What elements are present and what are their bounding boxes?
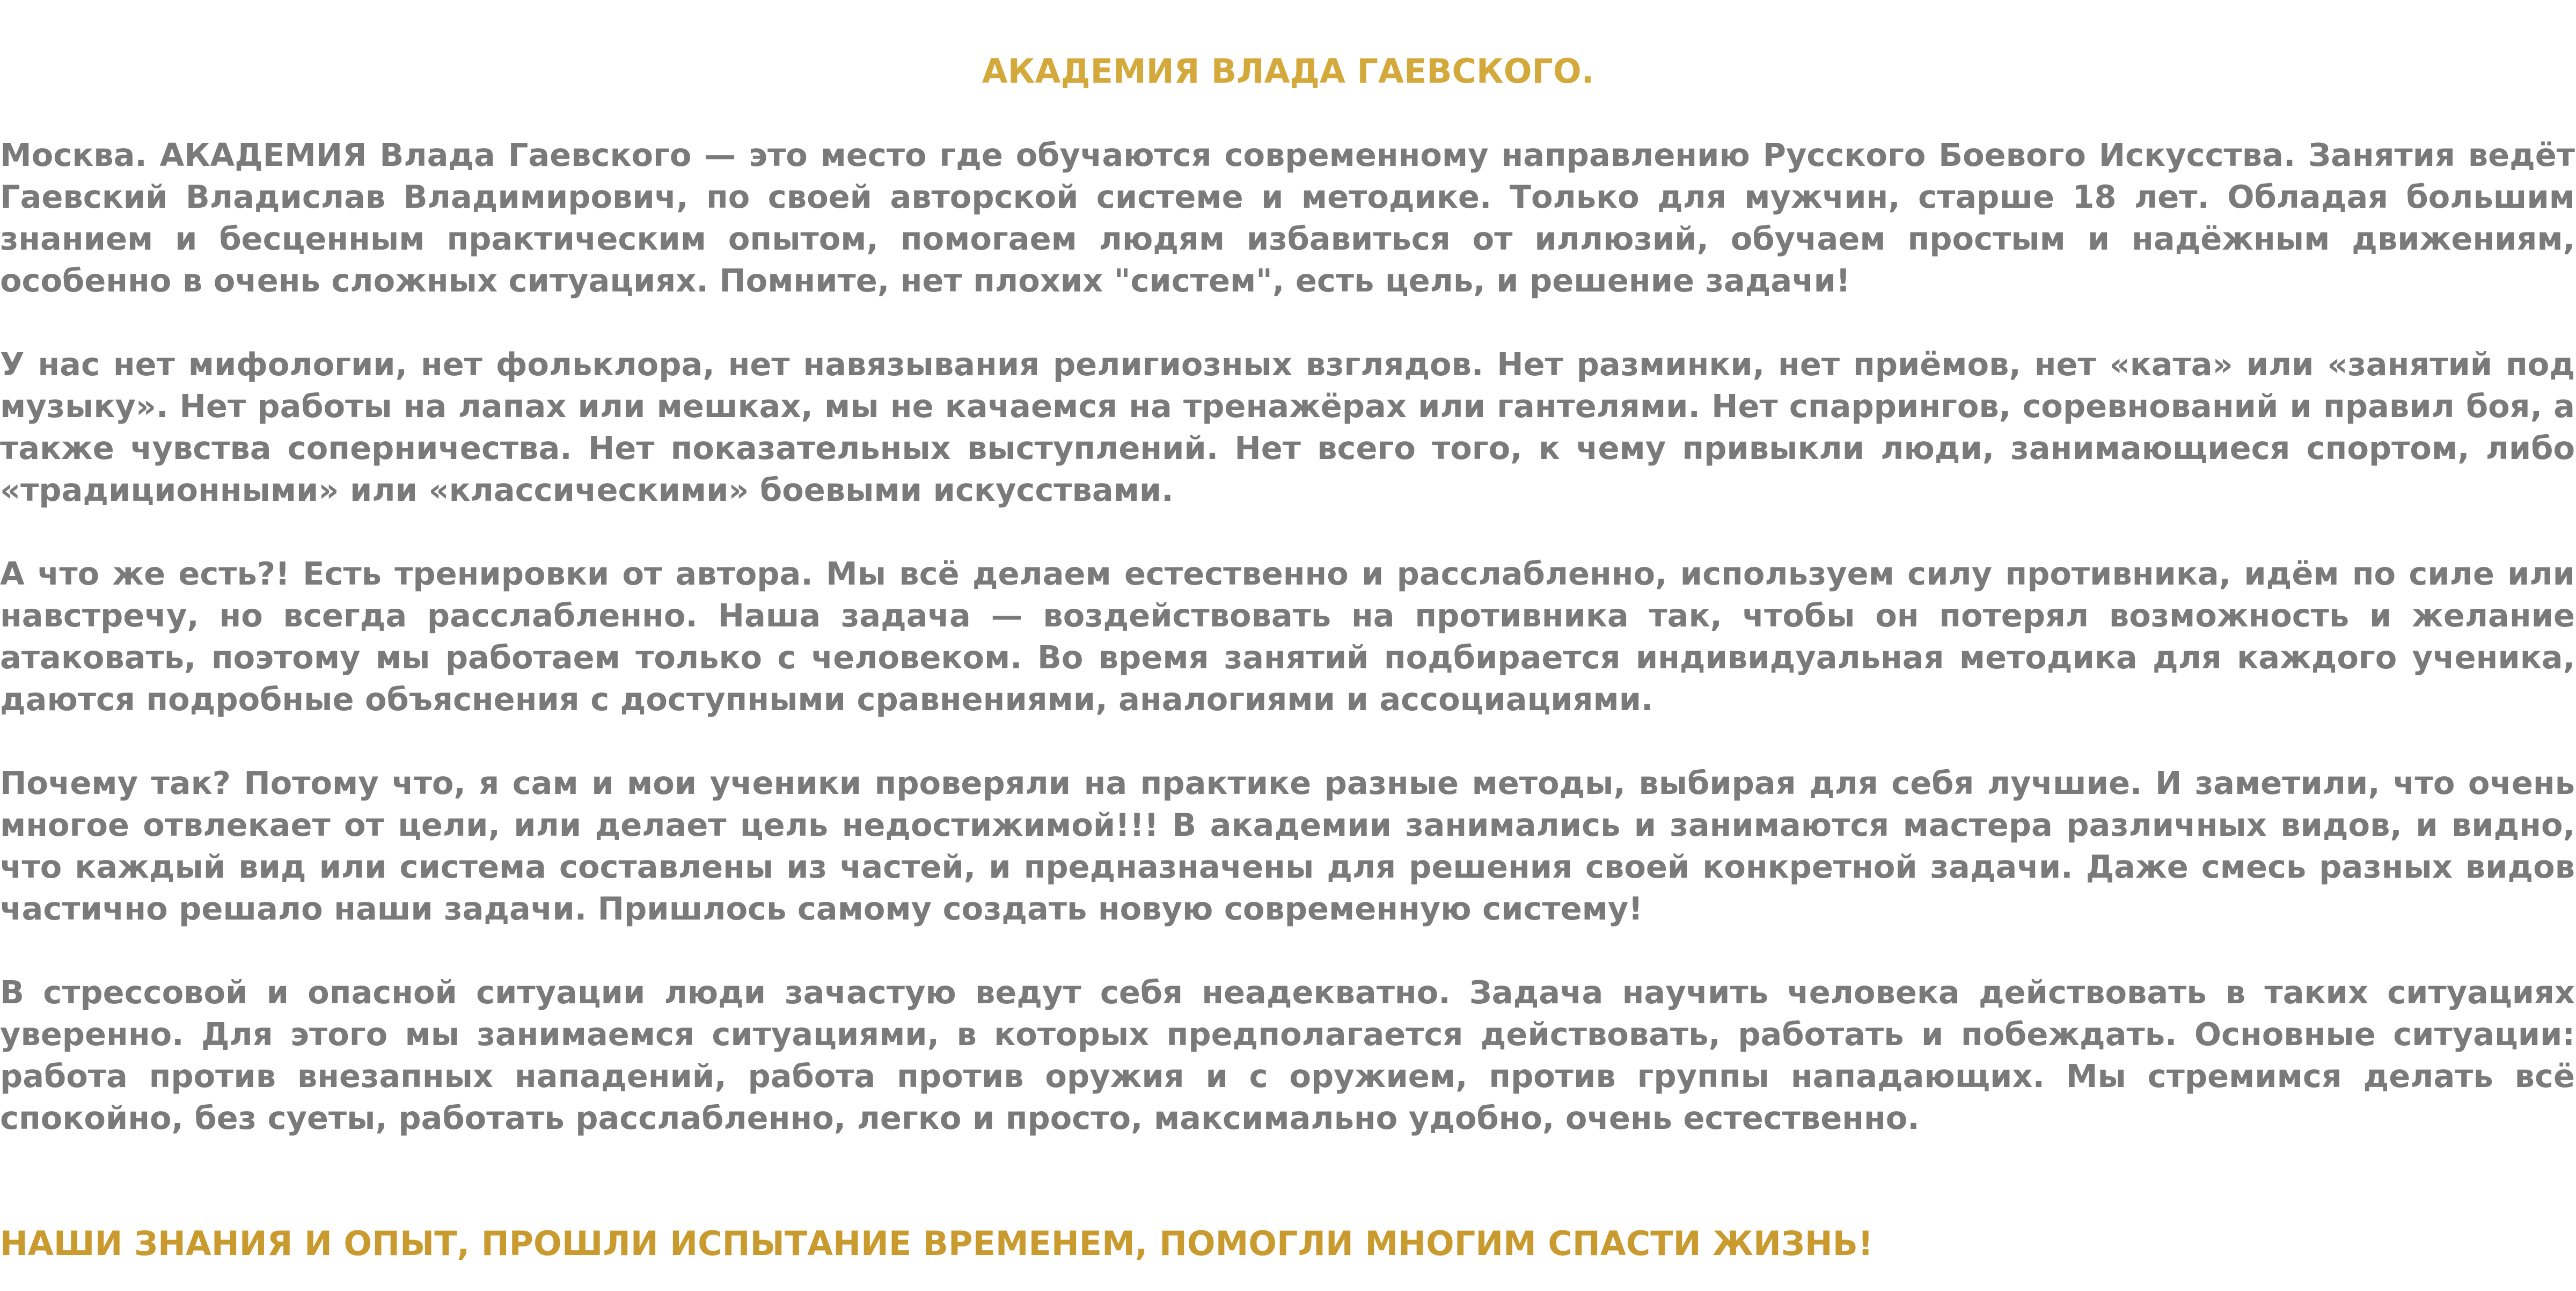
page-title: АКАДЕМИЯ ВЛАДА ГАЕВСКОГО. bbox=[982, 52, 1594, 91]
paragraph-why: Почему так? Потому что, я сам и мои ученики проверяли на практике разные методы, выбирая для себя лучшие. И заметили, что очень многое отвлекает от цели, или делает цель недостижимой!!! В академии занимались и занимаются мастера различных видов, и видно, что каждый вид или система составлены из частей, и предназначены для решения своей конкретной задачи. Даже смесь разных видов частично решало наши задачи. Пришлось самому создать новую современную систему! bbox=[0, 764, 2575, 927]
paragraph-what-we-lack: У нас нет мифологии, нет фольклора, нет навязывания религиозных взглядов. Нет разминки, нет приёмов, нет «ката» или «занятий под музыку». Нет работы на лапах или мешках, мы не качаемся на тренажёрах или гантелями. Нет спаррингов, соревнований и правил боя, а также чувства соперничества. Нет показательных выступлений. Нет всего того, к чему привыкли люди, занимающиеся спортом, либо «традиционными» или «классическими» боевыми искусствами. bbox=[0, 346, 2575, 508]
footer-tagline: НАШИ ЗНАНИЯ И ОПЫТ, ПРОШЛИ ИСПЫТАНИЕ ВРЕМЕНЕМ, ПОМОГЛИ МНОГИМ СПАСТИ ЖИЗНЬ! bbox=[0, 1224, 1874, 1263]
paragraph-what-we-have: А что же есть?! Есть тренировки от автора. Мы всё делаем естественно и расслабленно, используем силу противника, идём по силе или навстречу, но всегда расслабленно. Наша задача — воздействовать на противника так, чтобы он потерял возможность и желание атаковать, поэтому мы работаем только с человеком. Во время занятий подбирается индивидуальная методика для каждого ученика, даются подробные объяснения с доступными сравнениями, аналогиями и ассоциациями. bbox=[0, 555, 2575, 718]
paragraph-intro: Москва. АКАДЕМИЯ Влада Гаевского — это место где обучаются современному направлению Русского Боевого Искусства. Занятия ведёт Гаевский Владислав Владимирович, по своей авторской системе и методике. Только для мужчин, старше 18 лет. Обладая большим знанием и бесценным практическим опытом, помогаем людям избавиться от иллюзий, обучаем простым и надёжным движениям, особенно в очень сложных ситуациях. Помните, нет плохих "систем", есть цель, и решение задачи! bbox=[0, 136, 2575, 299]
paragraph-situations: В стрессовой и опасной ситуации люди зачастую ведут себя неадекватно. Задача научить человека действовать в таких ситуациях уверенно. Для этого мы занимаемся ситуациями, в которых предполагается действовать, работать и побеждать. Основные ситуации: работа против внезапных нападений, работа против оружия и с оружием, против группы нападающих. Мы стремимся делать всё спокойно, без суеты, работать расслабленно, легко и просто, максимально удобно, очень естественно. bbox=[0, 974, 2575, 1136]
